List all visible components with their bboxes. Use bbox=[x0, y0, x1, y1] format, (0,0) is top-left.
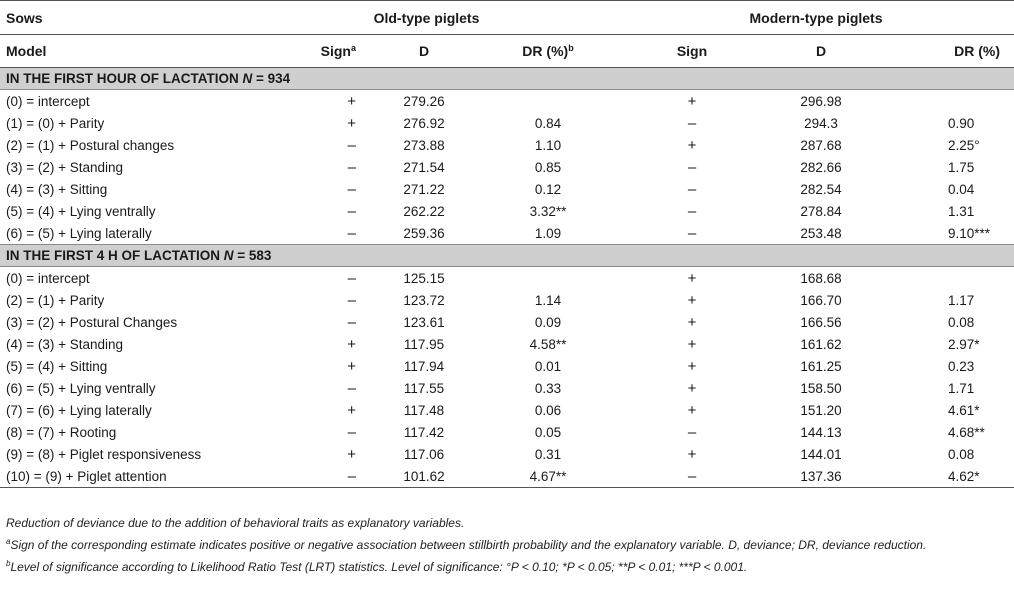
table-row bbox=[0, 377, 1014, 399]
sign-modern-cell: + bbox=[687, 269, 697, 287]
footnote-main: Reduction of deviance due to the addition of behavioral traits as explanatory variables. bbox=[6, 516, 465, 530]
sign-old-cell: + bbox=[347, 445, 356, 463]
sign-old-cell: – bbox=[347, 291, 356, 309]
dr-old-col-header: DR (%)$^b$ bbox=[478, 35, 618, 68]
section-title: IN THE FIRST HOUR OF LACTATION N = 934 bbox=[0, 68, 1014, 90]
dr-old-cell: 1.09 bbox=[534, 225, 562, 241]
d-old-cell: 279.26 bbox=[403, 93, 445, 109]
sign-old-cell: + bbox=[347, 92, 356, 110]
table-row bbox=[0, 200, 1014, 222]
dr-modern-cell: 2.97* bbox=[948, 336, 980, 352]
table-row bbox=[0, 112, 1014, 134]
sign-modern-cell: + bbox=[687, 379, 697, 397]
d-old-cell: 117.42 bbox=[403, 424, 445, 440]
dr-old-cell: 0.84 bbox=[534, 115, 562, 131]
sign-modern-cell: + bbox=[687, 401, 697, 419]
table-row bbox=[0, 311, 1014, 333]
dr-old-cell: 1.14 bbox=[534, 292, 562, 308]
table-body bbox=[0, 68, 1014, 488]
d-modern-cell: 166.56 bbox=[800, 314, 842, 330]
sign-old-cell: – bbox=[347, 180, 356, 198]
sign-old-cell: – bbox=[347, 379, 356, 397]
dr-modern-cell: 0.04 bbox=[948, 181, 975, 197]
d-modern-cell: 144.01 bbox=[800, 446, 842, 462]
column-header-row bbox=[0, 35, 1014, 68]
model-cell: (0) = intercept bbox=[6, 270, 90, 286]
dr-modern-cell bbox=[876, 267, 1014, 290]
d-old-cell: 125.15 bbox=[403, 270, 445, 286]
d-modern-cell: 158.50 bbox=[800, 380, 842, 396]
d-old-cell: 117.95 bbox=[403, 336, 445, 352]
d-modern-cell: 282.54 bbox=[800, 181, 842, 197]
sign-old-cell: + bbox=[347, 357, 356, 375]
d-modern-cell: 161.62 bbox=[800, 336, 842, 352]
dr-old-cell bbox=[478, 267, 618, 290]
sign-old-cell: – bbox=[347, 202, 356, 220]
d-old-cell: 276.92 bbox=[403, 115, 445, 131]
table-row bbox=[0, 465, 1014, 488]
table-row bbox=[0, 443, 1014, 465]
section-header-row bbox=[0, 68, 1014, 90]
table-row bbox=[0, 355, 1014, 377]
dr-modern-cell bbox=[876, 90, 1014, 113]
dr-modern-cell: 4.62* bbox=[876, 465, 1014, 488]
model-col-header: Model bbox=[0, 35, 235, 68]
d-old-cell: 117.55 bbox=[403, 380, 445, 396]
sign-modern-cell: – bbox=[687, 202, 697, 220]
d-old-cell: 117.94 bbox=[403, 358, 445, 374]
d-modern-cell: 282.66 bbox=[800, 159, 842, 175]
model-cell: (8) = (7) + Rooting bbox=[6, 424, 117, 440]
d-modern-cell: 287.68 bbox=[800, 137, 842, 153]
dr-modern-cell: 4.68** bbox=[948, 424, 985, 440]
dr-old-cell: 4.58** bbox=[529, 336, 567, 352]
dr-old-cell: 0.05 bbox=[534, 424, 562, 440]
sign-old-cell: – bbox=[347, 423, 356, 441]
table-row bbox=[0, 289, 1014, 311]
table-row bbox=[0, 222, 1014, 245]
d-modern-cell: 166.70 bbox=[800, 292, 842, 308]
sign-modern-cell: + bbox=[687, 445, 697, 463]
dr-modern-cell: 0.08 bbox=[948, 314, 975, 330]
footnote-a: $^a$Sign of the corresponding estimate indicates positive or negative association between stillbirth probability and the explanatory variable. D, deviance; DR, deviance reduction. bbox=[6, 537, 927, 552]
d-old-cell: 101.62 bbox=[370, 465, 478, 488]
sign-modern-cell: – bbox=[618, 465, 766, 488]
d-modern-cell: 137.36 bbox=[766, 465, 876, 488]
model-cell: (4) = (3) + Standing bbox=[6, 336, 124, 352]
model-cell: (4) = (3) + Sitting bbox=[6, 181, 108, 197]
d-modern-col-header: D bbox=[766, 35, 876, 68]
model-cell: (9) = (8) + Piglet responsiveness bbox=[6, 446, 202, 462]
section-header-row bbox=[0, 245, 1014, 267]
sign-old-cell: – bbox=[347, 224, 356, 242]
dr-old-cell: 0.09 bbox=[534, 314, 562, 330]
dr-modern-cell: 9.10*** bbox=[948, 225, 991, 241]
dr-modern-cell: 1.31 bbox=[948, 203, 975, 219]
dr-old-cell: 0.85 bbox=[534, 159, 562, 175]
model-cell: (10) = (9) + Piglet attention bbox=[0, 465, 235, 488]
d-modern-cell: 253.48 bbox=[800, 225, 842, 241]
table-row bbox=[0, 90, 1014, 113]
sign-old-cell: – bbox=[347, 136, 356, 154]
model-cell: (2) = (1) + Parity bbox=[6, 292, 105, 308]
dr-modern-cell: 2.25° bbox=[948, 137, 980, 153]
sign-old-col-header: Sign$^a$ bbox=[235, 35, 370, 68]
sign-modern-cell: + bbox=[687, 92, 697, 110]
sign-modern-cell: – bbox=[687, 180, 697, 198]
sign-old-cell: – bbox=[347, 269, 356, 287]
dr-modern-cell: 0.90 bbox=[948, 115, 975, 131]
sign-modern-cell: – bbox=[687, 423, 697, 441]
table-footnotes bbox=[6, 512, 1006, 578]
d-modern-cell: 278.84 bbox=[800, 203, 842, 219]
d-old-cell: 262.22 bbox=[403, 203, 445, 219]
d-old-cell: 117.48 bbox=[403, 402, 445, 418]
model-cell: (3) = (2) + Postural Changes bbox=[6, 314, 178, 330]
model-cell: (2) = (1) + Postural changes bbox=[6, 137, 175, 153]
sign-old-cell: – bbox=[235, 465, 370, 488]
dr-old-cell: 0.31 bbox=[534, 446, 562, 462]
dr-modern-col-header: DR (%) bbox=[876, 35, 1014, 68]
sign-modern-cell: + bbox=[687, 313, 697, 331]
section-title: IN THE FIRST 4 H OF LACTATION N = 583 bbox=[0, 245, 1014, 267]
sign-old-cell: + bbox=[347, 335, 356, 353]
dr-modern-cell: 0.08 bbox=[948, 446, 975, 462]
dr-modern-cell: 4.61* bbox=[948, 402, 980, 418]
d-modern-cell: 151.20 bbox=[800, 402, 842, 418]
footnote-b: $^b$Level of significance according to Likelihood Ratio Test (LRT) statistics. Level of significance: °P < 0.10; *P < 0.05; **P < 0.01; ***P < 0.001. bbox=[6, 559, 748, 574]
dr-modern-cell: 1.71 bbox=[948, 380, 975, 396]
sign-modern-cell: – bbox=[687, 224, 697, 242]
dr-modern-cell: 0.23 bbox=[948, 358, 975, 374]
sign-modern-cell: + bbox=[687, 335, 697, 353]
model-cell: (5) = (4) + Lying ventrally bbox=[6, 203, 156, 219]
d-old-cell: 271.54 bbox=[403, 159, 445, 175]
sign-old-cell: – bbox=[347, 158, 356, 176]
d-modern-cell: 144.13 bbox=[800, 424, 842, 440]
sign-modern-cell: + bbox=[687, 291, 697, 309]
table-row bbox=[0, 134, 1014, 156]
d-modern-cell: 294.3 bbox=[804, 115, 838, 131]
dr-modern-cell: 1.75 bbox=[948, 159, 975, 175]
d-modern-cell: 296.98 bbox=[800, 93, 842, 109]
dr-old-cell: 0.12 bbox=[534, 181, 562, 197]
dr-old-cell: 4.67** bbox=[478, 465, 618, 488]
dr-old-cell bbox=[478, 90, 618, 113]
model-cell: (5) = (4) + Sitting bbox=[6, 358, 108, 374]
model-cell: (7) = (6) + Lying laterally bbox=[6, 402, 152, 418]
d-old-cell: 273.88 bbox=[403, 137, 445, 153]
model-cell: (1) = (0) + Parity bbox=[6, 115, 105, 131]
dr-old-cell: 0.06 bbox=[534, 402, 562, 418]
table-row bbox=[0, 421, 1014, 443]
d-old-cell: 123.61 bbox=[403, 314, 445, 330]
sign-modern-cell: + bbox=[687, 357, 697, 375]
sign-old-cell: – bbox=[347, 313, 356, 331]
d-old-col-header: D bbox=[370, 35, 478, 68]
sign-modern-cell: – bbox=[687, 114, 697, 132]
sign-old-cell: + bbox=[347, 114, 356, 132]
sows-header: Sows bbox=[0, 1, 235, 35]
model-cell: (6) = (5) + Lying ventrally bbox=[6, 380, 156, 396]
table-row bbox=[0, 399, 1014, 421]
d-old-cell: 271.22 bbox=[403, 181, 445, 197]
dr-old-cell: 3.32** bbox=[529, 203, 567, 219]
d-old-cell: 259.36 bbox=[403, 225, 445, 241]
d-old-cell: 117.06 bbox=[403, 446, 445, 462]
sign-modern-cell: – bbox=[687, 158, 697, 176]
dr-modern-cell: 1.17 bbox=[948, 292, 975, 308]
d-old-cell: 123.72 bbox=[403, 292, 445, 308]
table-row bbox=[0, 267, 1014, 290]
model-cell: (6) = (5) + Lying laterally bbox=[6, 225, 152, 241]
modern-type-header: Modern-type piglets bbox=[618, 1, 1014, 35]
group-header-row bbox=[0, 1, 1014, 35]
model-cell: (3) = (2) + Standing bbox=[6, 159, 124, 175]
table-row bbox=[0, 178, 1014, 200]
dr-old-cell: 1.10 bbox=[534, 137, 562, 153]
sign-modern-cell: + bbox=[687, 136, 697, 154]
table-row bbox=[0, 333, 1014, 355]
d-modern-cell: 168.68 bbox=[800, 270, 842, 286]
dr-old-cell: 0.33 bbox=[534, 380, 562, 396]
model-cell: (0) = intercept bbox=[6, 93, 90, 109]
old-type-header: Old-type piglets bbox=[235, 1, 618, 35]
table-row bbox=[0, 156, 1014, 178]
sign-old-cell: + bbox=[347, 401, 356, 419]
d-modern-cell: 161.25 bbox=[800, 358, 842, 374]
sign-modern-col-header: Sign bbox=[618, 35, 766, 68]
dr-old-cell: 0.01 bbox=[534, 358, 562, 374]
